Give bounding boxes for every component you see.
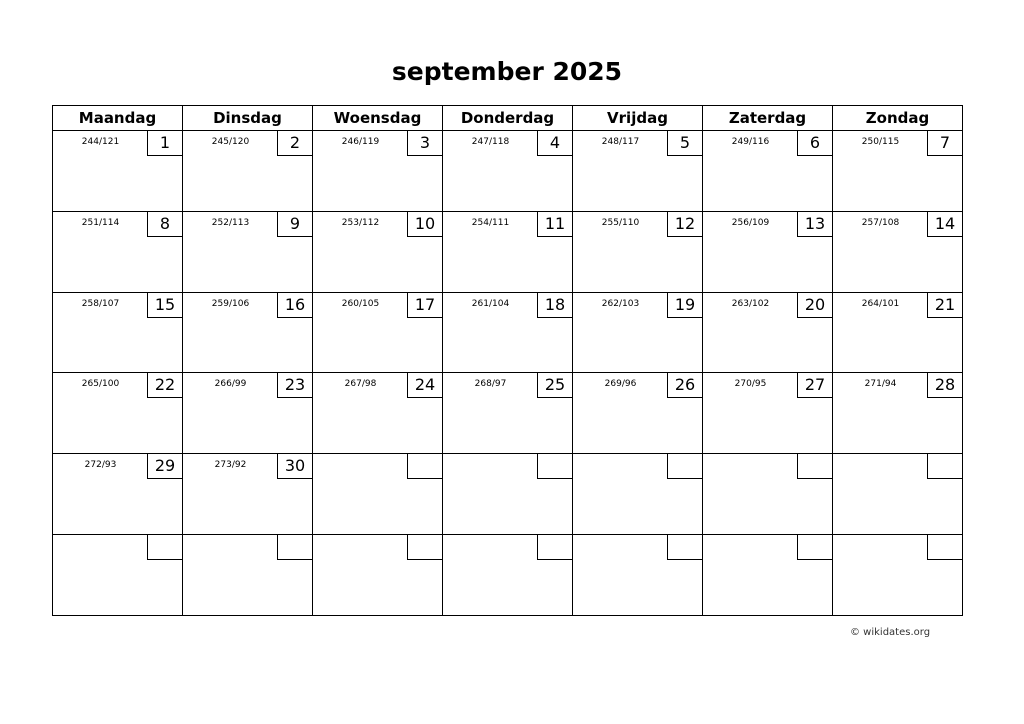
day-number-box: 8 — [147, 212, 182, 237]
day-cell — [183, 211, 313, 292]
day-cell — [573, 454, 703, 535]
day-cell — [703, 535, 833, 616]
day-number-box — [927, 535, 962, 560]
day-cell — [53, 211, 183, 292]
weekday-header: Zaterdag — [703, 106, 833, 131]
day-cell — [313, 131, 443, 212]
day-cell — [313, 211, 443, 292]
day-cell — [313, 373, 443, 454]
day-number-box: 26 — [667, 373, 702, 398]
day-number-box: 18 — [537, 293, 572, 318]
day-of-year-label: 253/112 — [341, 217, 380, 228]
day-of-year-label: 255/110 — [601, 217, 640, 228]
weekday-header: Dinsdag — [183, 106, 313, 131]
day-number-box — [147, 535, 182, 560]
week-row — [53, 373, 963, 454]
day-cell — [53, 292, 183, 373]
day-number-box: 28 — [927, 373, 962, 398]
day-cell — [573, 535, 703, 616]
day-of-year-label: 268/97 — [474, 379, 507, 390]
day-cell — [183, 292, 313, 373]
week-row — [53, 131, 963, 212]
day-number-box: 23 — [277, 373, 312, 398]
day-number-box: 7 — [927, 131, 962, 156]
day-cell — [183, 535, 313, 616]
day-of-year-label: 247/118 — [471, 137, 510, 147]
day-number-box: 19 — [667, 293, 702, 318]
day-cell — [573, 211, 703, 292]
day-cell — [703, 131, 833, 212]
day-cell — [443, 373, 573, 454]
day-cell — [573, 131, 703, 212]
day-number-box: 22 — [147, 373, 182, 398]
day-number-box: 4 — [537, 131, 572, 156]
day-of-year-label: 252/113 — [211, 217, 250, 228]
weekday-header: Maandag — [53, 106, 183, 131]
day-cell — [443, 454, 573, 535]
day-of-year-label: 250/115 — [861, 137, 900, 147]
day-of-year-label: 260/105 — [341, 298, 380, 309]
day-number-box — [797, 535, 832, 560]
day-cell — [443, 535, 573, 616]
day-of-year-label: 254/111 — [471, 217, 510, 228]
day-number-box — [537, 535, 572, 560]
day-cell — [703, 373, 833, 454]
day-of-year-label: 273/92 — [214, 460, 247, 471]
day-of-year-label: 271/94 — [864, 379, 897, 390]
day-of-year-label: 265/100 — [81, 379, 120, 390]
copyright-footer: © wikidates.org — [850, 627, 931, 638]
day-number-box: 25 — [537, 373, 572, 398]
day-number-box: 9 — [277, 212, 312, 237]
day-number-box: 2 — [277, 131, 312, 156]
day-cell — [313, 292, 443, 373]
day-cell — [833, 535, 963, 616]
day-of-year-label: 269/96 — [604, 379, 637, 390]
day-cell — [443, 211, 573, 292]
day-number-box: 30 — [277, 454, 312, 479]
day-number-box — [797, 454, 832, 479]
day-of-year-label: 246/119 — [341, 137, 380, 147]
day-cell — [833, 373, 963, 454]
day-cell — [833, 292, 963, 373]
day-cell — [443, 292, 573, 373]
day-cell — [573, 373, 703, 454]
day-cell — [703, 211, 833, 292]
weekday-header: Donderdag — [443, 106, 573, 131]
day-cell — [703, 292, 833, 373]
day-cell — [313, 454, 443, 535]
week-row — [53, 292, 963, 373]
day-cell — [53, 131, 183, 212]
day-cell — [313, 535, 443, 616]
month-grid — [52, 105, 963, 616]
day-of-year-label: 262/103 — [601, 298, 640, 309]
day-number-box: 6 — [797, 131, 832, 156]
day-of-year-label: 244/121 — [81, 137, 120, 147]
week-row — [53, 535, 963, 616]
day-of-year-label: 263/102 — [731, 298, 770, 309]
day-number-box: 15 — [147, 293, 182, 318]
day-cell — [183, 131, 313, 212]
day-number-box: 20 — [797, 293, 832, 318]
day-number-box: 14 — [927, 212, 962, 237]
day-of-year-label: 248/117 — [601, 137, 640, 147]
day-cell — [53, 535, 183, 616]
day-number-box — [667, 535, 702, 560]
day-of-year-label: 266/99 — [214, 379, 247, 390]
day-number-box — [407, 535, 442, 560]
day-cell — [573, 292, 703, 373]
weekday-header: Zondag — [833, 106, 963, 131]
day-of-year-label: 270/95 — [734, 379, 767, 390]
day-number-box — [407, 454, 442, 479]
day-number-box: 21 — [927, 293, 962, 318]
day-cell — [53, 373, 183, 454]
day-number-box: 1 — [147, 131, 182, 156]
day-number-box: 16 — [277, 293, 312, 318]
day-number-box: 17 — [407, 293, 442, 318]
day-number-box: 5 — [667, 131, 702, 156]
day-number-box: 11 — [537, 212, 572, 237]
day-cell — [53, 454, 183, 535]
day-number-box: 29 — [147, 454, 182, 479]
day-number-box — [667, 454, 702, 479]
day-of-year-label: 272/93 — [84, 460, 117, 471]
day-of-year-label: 258/107 — [81, 298, 120, 309]
day-cell — [833, 211, 963, 292]
calendar-title: september 2025 — [391, 57, 623, 86]
day-of-year-label: 251/114 — [81, 217, 120, 228]
day-number-box — [927, 454, 962, 479]
day-of-year-label: 257/108 — [861, 217, 900, 228]
week-row — [53, 211, 963, 292]
weekday-header: Vrijdag — [573, 106, 703, 131]
day-number-box — [537, 454, 572, 479]
day-number-box — [277, 535, 312, 560]
day-of-year-label: 256/109 — [731, 217, 770, 228]
day-number-box: 10 — [407, 212, 442, 237]
day-of-year-label: 267/98 — [344, 379, 377, 390]
day-of-year-label: 259/106 — [211, 298, 250, 309]
day-number-box: 12 — [667, 212, 702, 237]
day-of-year-label: 245/120 — [211, 137, 250, 147]
day-cell — [443, 131, 573, 212]
day-cell — [183, 454, 313, 535]
day-of-year-label: 261/104 — [471, 298, 510, 309]
weekday-header: Woensdag — [313, 106, 443, 131]
day-number-box: 24 — [407, 373, 442, 398]
day-cell — [833, 131, 963, 212]
weekday-header-row — [53, 106, 963, 131]
day-of-year-label: 264/101 — [861, 298, 900, 309]
day-number-box: 27 — [797, 373, 832, 398]
week-row — [53, 454, 963, 535]
day-cell — [833, 454, 963, 535]
day-number-box: 3 — [407, 131, 442, 156]
day-cell — [183, 373, 313, 454]
day-cell — [703, 454, 833, 535]
day-of-year-label: 249/116 — [731, 137, 770, 147]
day-number-box: 13 — [797, 212, 832, 237]
